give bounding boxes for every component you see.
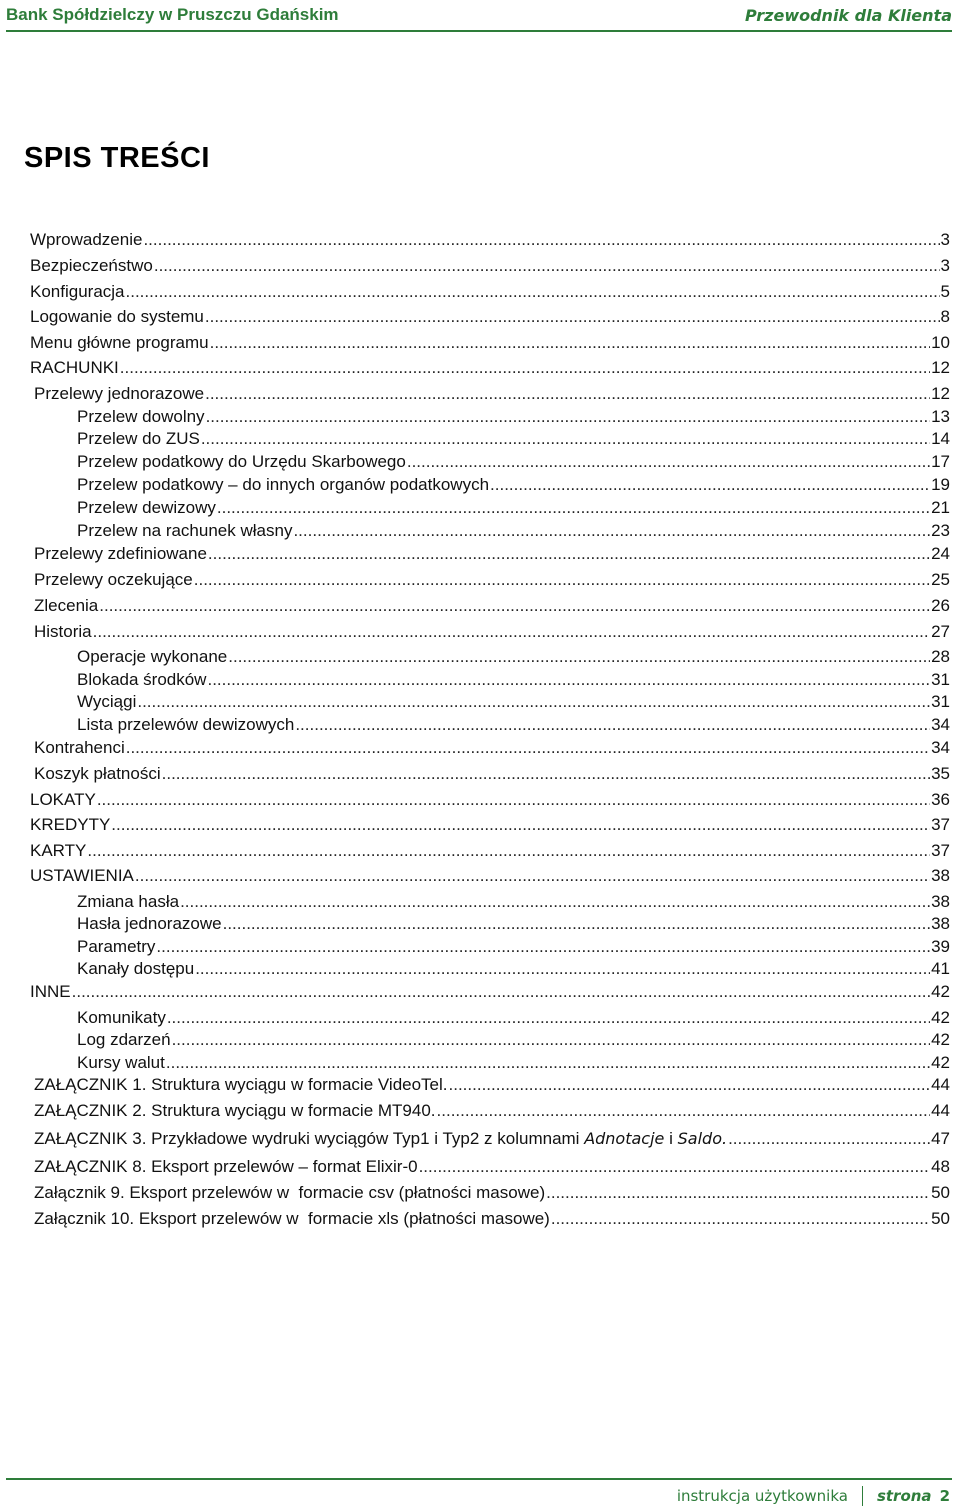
toc-entry[interactable] bbox=[77, 497, 950, 519]
toc-entry-page-number: 50 bbox=[931, 1209, 950, 1228]
toc-entry-title-text: Przelewy zdefiniowane bbox=[34, 544, 207, 563]
toc-entry-title-text: Komunikaty bbox=[77, 1008, 166, 1027]
toc-entry-title bbox=[30, 281, 125, 303]
toc-entry-title bbox=[30, 840, 86, 862]
toc-leader-dots bbox=[201, 428, 930, 450]
toc-entry[interactable] bbox=[34, 569, 950, 591]
toc-entry-title bbox=[77, 428, 200, 450]
toc-entry[interactable] bbox=[30, 357, 950, 379]
toc-entry-page-number: 28 bbox=[931, 647, 950, 666]
toc-entry-title bbox=[77, 691, 136, 713]
toc-entry-page-number: 3 bbox=[940, 256, 950, 275]
toc-entry-title bbox=[30, 357, 119, 379]
toc-entry-title bbox=[30, 332, 209, 354]
toc-leader-dots bbox=[99, 595, 930, 617]
toc-entry-title bbox=[34, 1156, 418, 1178]
toc-entry[interactable] bbox=[30, 814, 950, 836]
toc-entry-title bbox=[34, 383, 204, 405]
toc-leader-dots bbox=[728, 1128, 930, 1150]
toc-entry[interactable] bbox=[77, 936, 950, 958]
toc-leader-dots bbox=[126, 281, 940, 303]
toc-entry-title-text: KARTY bbox=[30, 841, 87, 860]
toc-leader-dots bbox=[143, 229, 939, 251]
toc-leader-dots bbox=[205, 306, 940, 328]
toc-leader-dots bbox=[72, 981, 930, 1003]
toc-entry-page-number: 42 bbox=[931, 1053, 950, 1072]
toc-entry-title bbox=[34, 1182, 545, 1204]
toc-entry[interactable] bbox=[30, 789, 950, 811]
toc-entry-title bbox=[77, 497, 216, 519]
toc-entry-page-number: 24 bbox=[931, 544, 950, 563]
toc-leader-dots bbox=[156, 936, 930, 958]
toc-entry-title-text: i bbox=[664, 1129, 678, 1148]
toc-entry-title-text: Przelew podatkowy – do innych organów podatkowych bbox=[77, 475, 490, 494]
page-footer bbox=[677, 1486, 950, 1506]
toc-entry-title-text: Załącznik 9. Eksport przelewów w formacie csv (płatności masowe) bbox=[34, 1183, 546, 1202]
footer-divider bbox=[6, 1478, 952, 1480]
toc-entry-title bbox=[77, 891, 179, 913]
toc-leader-dots bbox=[207, 669, 930, 691]
toc-entry-page-number: 17 bbox=[931, 452, 950, 471]
toc-entry-title-text: INNE bbox=[30, 982, 71, 1001]
toc-entry-title bbox=[77, 451, 406, 473]
toc-leader-dots bbox=[167, 1007, 930, 1029]
toc-entry[interactable] bbox=[77, 520, 950, 542]
toc-entry-page-number: 8 bbox=[940, 307, 950, 326]
toc-entry[interactable] bbox=[77, 1029, 950, 1051]
toc-entry-page-number: 34 bbox=[931, 715, 950, 734]
toc-entry-title-text: Kursy walut bbox=[77, 1053, 165, 1072]
toc-entry[interactable] bbox=[34, 383, 950, 405]
toc-leader-dots bbox=[217, 497, 930, 519]
toc-entry-title-text: Zmiana hasła bbox=[77, 892, 180, 911]
footer-separator bbox=[862, 1486, 863, 1506]
toc-leader-dots bbox=[206, 406, 931, 428]
toc-entry-title-text: Log zdarzeń bbox=[77, 1030, 171, 1049]
toc-leader-dots bbox=[223, 913, 930, 935]
toc-entry-title bbox=[34, 569, 193, 591]
toc-entry-page-number: 42 bbox=[931, 1008, 950, 1027]
toc-entry-title bbox=[34, 1208, 550, 1230]
toc-entry-title-text: Operacje wykonane bbox=[77, 647, 228, 666]
toc-leader-dots bbox=[135, 865, 930, 887]
bank-name: Bank Spółdzielczy w Pruszczu Gdańskim bbox=[6, 5, 339, 24]
footer-page-label: strona bbox=[876, 1487, 932, 1505]
toc-entry-page-number: 25 bbox=[931, 570, 950, 589]
toc-entry-title bbox=[34, 1100, 436, 1122]
toc-entry-page-number: 31 bbox=[931, 692, 950, 711]
toc-entry-page-number: 13 bbox=[931, 407, 950, 426]
toc-leader-dots bbox=[154, 255, 940, 277]
toc-entry-title-text: RACHUNKI bbox=[30, 358, 119, 377]
toc-entry-title bbox=[30, 789, 96, 811]
footer-page-number: 2 bbox=[939, 1487, 950, 1505]
toc-entry-title-text: ZAŁĄCZNIK 1. Struktura wyciągu w formacie VideoTel. bbox=[34, 1075, 448, 1094]
toc-entry[interactable] bbox=[30, 332, 950, 354]
toc-entry-page-number: 38 bbox=[931, 914, 950, 933]
toc-entry[interactable] bbox=[77, 714, 950, 736]
toc-leader-dots bbox=[205, 383, 930, 405]
toc-entry-title-text: Załącznik 10. Eksport przelewów w formacie xls (płatności masowe) bbox=[34, 1209, 550, 1228]
toc-entry-page-number: 38 bbox=[931, 866, 950, 885]
toc-entry-title-text: Przelew dowolny bbox=[77, 407, 205, 426]
toc-entry-page-number: 35 bbox=[931, 764, 950, 783]
toc-entry-title bbox=[77, 714, 294, 736]
toc-entry-title bbox=[34, 1128, 727, 1150]
toc-entry-title-italic: Adnotacje bbox=[584, 1129, 665, 1148]
toc-entry-page-number: 42 bbox=[931, 1030, 950, 1049]
toc-entry-title-text: Wprowadzenie bbox=[30, 230, 143, 249]
toc-entry-page-number: 37 bbox=[931, 815, 950, 834]
toc-entry-title bbox=[77, 646, 227, 668]
toc-entry-title bbox=[30, 814, 110, 836]
page-header bbox=[6, 0, 952, 32]
toc-entry[interactable] bbox=[30, 281, 950, 303]
toc-leader-dots bbox=[551, 1208, 930, 1230]
toc-entry-title-text: ZAŁĄCZNIK 2. Struktura wyciągu w formacie MT940. bbox=[34, 1101, 436, 1120]
toc-entry-page-number: 23 bbox=[931, 521, 950, 540]
toc-entry-title-text: Przelew na rachunek własny bbox=[77, 521, 293, 540]
toc-entry-title bbox=[77, 958, 194, 980]
toc-entry[interactable] bbox=[77, 1052, 950, 1074]
toc-leader-dots bbox=[490, 474, 930, 496]
toc-entry-title bbox=[77, 406, 205, 428]
toc-entry-title-text: KREDYTY bbox=[30, 815, 111, 834]
toc-entry-page-number: 41 bbox=[931, 959, 950, 978]
toc-leader-dots bbox=[449, 1074, 931, 1096]
toc-entry[interactable] bbox=[34, 1100, 950, 1122]
toc-entry[interactable] bbox=[34, 543, 950, 565]
toc-entry-title bbox=[34, 1074, 448, 1096]
toc-entry-title-text: Przelew dewizowy bbox=[77, 498, 216, 517]
toc-entry[interactable] bbox=[30, 840, 950, 862]
toc-entry-page-number: 5 bbox=[940, 282, 950, 301]
toc-leader-dots bbox=[293, 520, 930, 542]
toc-entry-title bbox=[30, 306, 204, 328]
toc-entry-title bbox=[77, 474, 489, 496]
toc-entry-page-number: 36 bbox=[931, 790, 950, 809]
toc-entry[interactable] bbox=[77, 669, 950, 691]
toc-entry[interactable] bbox=[77, 913, 950, 935]
toc-entry-title-text: Przelewy jednorazowe bbox=[34, 384, 205, 403]
toc-entry-page-number: 44 bbox=[931, 1101, 950, 1120]
toc-entry-page-number: 44 bbox=[931, 1075, 950, 1094]
toc-entry-page-number: 27 bbox=[931, 622, 950, 641]
toc-entry[interactable] bbox=[77, 891, 950, 913]
toc-entry[interactable] bbox=[34, 1128, 950, 1150]
toc-entry[interactable] bbox=[77, 428, 950, 450]
toc-leader-dots bbox=[228, 646, 930, 668]
toc-heading: SPIS TREŚCI bbox=[24, 142, 210, 174]
toc-entry[interactable] bbox=[34, 1156, 950, 1178]
toc-entry-title bbox=[77, 1052, 165, 1074]
toc-entry-title-text: Kanały dostępu bbox=[77, 959, 195, 978]
toc-entry-title-text: Kontrahenci bbox=[34, 738, 125, 757]
toc-entry[interactable] bbox=[34, 1182, 950, 1204]
toc-entry-page-number: 37 bbox=[931, 841, 950, 860]
toc-leader-dots bbox=[180, 891, 930, 913]
toc-entry-title bbox=[77, 1029, 171, 1051]
toc-entry[interactable] bbox=[34, 621, 950, 643]
toc-entry[interactable] bbox=[77, 958, 950, 980]
toc-leader-dots bbox=[111, 814, 930, 836]
toc-entry-title-text: Wyciągi bbox=[77, 692, 137, 711]
toc-entry-page-number: 12 bbox=[931, 384, 950, 403]
toc-entry[interactable] bbox=[34, 1074, 950, 1096]
toc-entry[interactable] bbox=[34, 763, 950, 785]
toc-entry-title-text: Przelew do ZUS bbox=[77, 429, 200, 448]
toc-entry-title-text: Przelew podatkowy do Urzędu Skarbowego bbox=[77, 452, 406, 471]
toc-leader-dots bbox=[126, 737, 930, 759]
toc-entry-title bbox=[34, 543, 207, 565]
toc-entry-title-text: Blokada środków bbox=[77, 670, 207, 689]
toc-entry-page-number: 48 bbox=[931, 1157, 950, 1176]
toc-entry-page-number: 39 bbox=[931, 937, 950, 956]
toc-leader-dots bbox=[97, 789, 930, 811]
toc-entry-title bbox=[34, 595, 98, 617]
toc-entry-title bbox=[34, 737, 125, 759]
toc-leader-dots bbox=[120, 357, 930, 379]
toc-leader-dots bbox=[162, 763, 930, 785]
toc-entry-page-number: 19 bbox=[931, 475, 950, 494]
toc-entry-page-number: 3 bbox=[940, 230, 950, 249]
toc-entry[interactable] bbox=[30, 229, 950, 251]
toc-entry-title-text: LOKATY bbox=[30, 790, 96, 809]
toc-entry-title bbox=[30, 229, 142, 251]
toc-entry-page-number: 34 bbox=[931, 738, 950, 757]
toc-entry-title-text: Parametry bbox=[77, 937, 156, 956]
toc-entry[interactable] bbox=[77, 691, 950, 713]
toc-entry[interactable] bbox=[77, 406, 950, 428]
footer-document-name: instrukcja użytkownika bbox=[676, 1487, 848, 1505]
toc-entry-title bbox=[34, 621, 92, 643]
toc-entry[interactable] bbox=[30, 981, 950, 1003]
toc-leader-dots bbox=[172, 1029, 931, 1051]
toc-entry[interactable] bbox=[77, 451, 950, 473]
toc-entry-title bbox=[30, 865, 134, 887]
toc-entry-title-text: Logowanie do systemu bbox=[30, 307, 204, 326]
toc-entry-title bbox=[77, 520, 292, 542]
toc-leader-dots bbox=[407, 451, 930, 473]
toc-entry-title-text: Bezpieczeństwo bbox=[30, 256, 153, 275]
toc-entry-page-number: 38 bbox=[931, 892, 950, 911]
toc-entry-page-number: 26 bbox=[931, 596, 950, 615]
toc-entry[interactable] bbox=[30, 865, 950, 887]
toc-entry-page-number: 42 bbox=[931, 982, 950, 1001]
toc-entry-title-text: Zlecenia bbox=[34, 596, 99, 615]
toc-entry-title-text: USTAWIENIA bbox=[30, 866, 134, 885]
toc-leader-dots bbox=[87, 840, 930, 862]
toc-entry-page-number: 31 bbox=[931, 670, 950, 689]
toc-entry-title-text: Koszyk płatności bbox=[34, 764, 161, 783]
toc-entry[interactable] bbox=[34, 1208, 950, 1230]
toc-leader-dots bbox=[194, 569, 930, 591]
toc-leader-dots bbox=[295, 714, 930, 736]
toc-leader-dots bbox=[166, 1052, 930, 1074]
toc-entry-title-text: Hasła jednorazowe bbox=[77, 914, 222, 933]
toc-leader-dots bbox=[93, 621, 930, 643]
toc-entry-page-number: 10 bbox=[931, 333, 950, 352]
toc-entry[interactable] bbox=[30, 255, 950, 277]
guide-title: Przewodnik dla Klienta bbox=[745, 5, 952, 25]
toc-entry[interactable] bbox=[77, 474, 950, 496]
toc-entry[interactable] bbox=[77, 1007, 950, 1029]
toc-entry-title-text: Menu główne programu bbox=[30, 333, 209, 352]
toc-entry-title-text: Historia bbox=[34, 622, 92, 641]
toc-entry[interactable] bbox=[34, 737, 950, 759]
toc-leader-dots bbox=[137, 691, 930, 713]
toc-entry-page-number: 21 bbox=[931, 498, 950, 517]
toc-leader-dots bbox=[419, 1156, 931, 1178]
toc-entry-page-number: 14 bbox=[931, 429, 950, 448]
toc-entry-title bbox=[30, 255, 153, 277]
toc-entry-page-number: 12 bbox=[931, 358, 950, 377]
toc-entry[interactable] bbox=[30, 306, 950, 328]
toc-entry[interactable] bbox=[34, 595, 950, 617]
toc-entry-title bbox=[30, 981, 71, 1003]
toc-entry-title-text: ZAŁĄCZNIK 8. Eksport przelewów – format Elixir-0 bbox=[34, 1157, 418, 1176]
toc-entry-title bbox=[77, 1007, 166, 1029]
toc-entry-page-number: 47 bbox=[931, 1129, 950, 1148]
toc-entry-title-text: ZAŁĄCZNIK 3. Przykładowe wydruki wyciągów Typ1 i Typ2 z kolumnami bbox=[34, 1129, 585, 1148]
toc-entry-title bbox=[77, 669, 206, 691]
toc-entry-title-text: Konfiguracja bbox=[30, 282, 125, 301]
toc-leader-dots bbox=[195, 958, 930, 980]
toc-entry-title bbox=[34, 763, 161, 785]
toc-leader-dots bbox=[208, 543, 930, 565]
toc-entry-page-number: 50 bbox=[931, 1183, 950, 1202]
toc-entry-title bbox=[77, 936, 155, 958]
toc-leader-dots bbox=[210, 332, 930, 354]
toc-entry-title-text: Lista przelewów dewizowych bbox=[77, 715, 295, 734]
toc-entry-title-text: Przelewy oczekujące bbox=[34, 570, 193, 589]
toc-leader-dots bbox=[546, 1182, 930, 1204]
toc-entry-title-italic: Saldo. bbox=[677, 1129, 728, 1148]
toc-leader-dots bbox=[437, 1100, 931, 1122]
toc-entry-title bbox=[77, 913, 222, 935]
toc-entry[interactable] bbox=[77, 646, 950, 668]
